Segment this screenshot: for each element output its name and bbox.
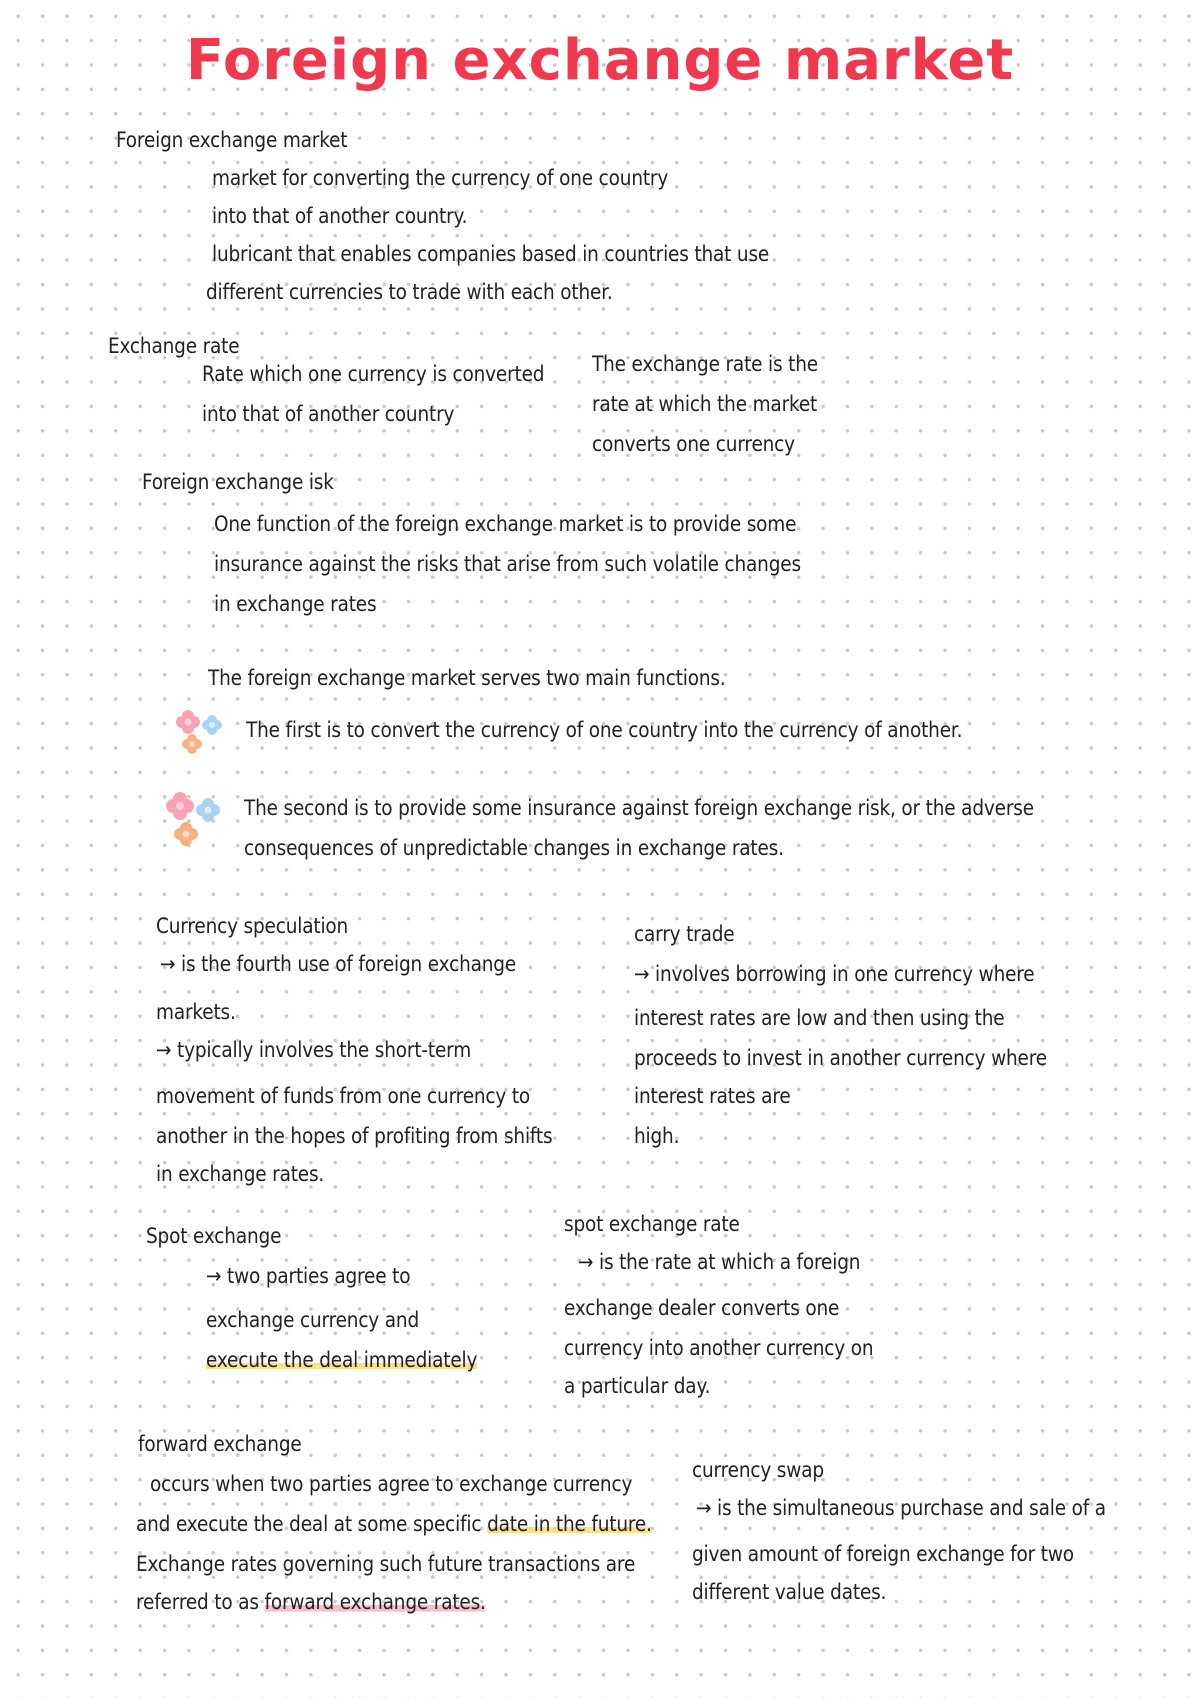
fx-risk-line-3: in exchange rates	[214, 592, 377, 616]
highlight-immediately: execute the deal immediately	[206, 1348, 478, 1372]
carry-trade-line-2: interest rates are low and then using the	[634, 1006, 1005, 1030]
spot-exchange-line-3	[206, 1346, 477, 1374]
fx-market-line-1: market for converting the currency of one country	[212, 166, 669, 190]
spot-exchange-line-2: exchange currency and	[206, 1308, 420, 1332]
forward-exchange-heading: forward exchange	[138, 1432, 302, 1456]
exchange-rate-heading: Exchange rate	[108, 334, 240, 358]
currency-swap-line-1: → is the simultaneous purchase and sale of a	[696, 1496, 1106, 1520]
currency-swap-heading: currency swap	[692, 1458, 824, 1482]
fx-market-heading: Foreign exchange market	[116, 128, 348, 152]
spot-rate-line-4: a particular day.	[564, 1374, 711, 1398]
exchange-rate-side-line-2: rate at which the market	[592, 392, 818, 416]
speculation-line-1: → is the fourth use of foreign exchange	[160, 952, 517, 976]
exchange-rate-line-1: Rate which one currency is converted	[202, 362, 545, 386]
page-title: Foreign exchange market	[185, 28, 1015, 93]
fx-risk-line-1: One function of the foreign exchange market is to provide some	[214, 512, 797, 536]
carry-trade-line-1: → involves borrowing in one currency where	[634, 962, 1035, 986]
currency-swap-line-2: given amount of foreign exchange for two	[692, 1542, 1074, 1566]
spot-exchange-line-1: → two parties agree to	[206, 1264, 411, 1288]
carry-trade-line-5: high.	[634, 1124, 680, 1148]
flower-cluster-icon	[172, 708, 228, 756]
speculation-line-4: movement of funds from one currency to	[156, 1084, 531, 1108]
exchange-rate-side-line-3: converts one currency	[592, 432, 795, 456]
flower-cluster-icon	[162, 790, 228, 850]
fx-risk-line-2: insurance against the risks that arise from such volatile changes	[214, 552, 801, 576]
exchange-rate-line-2: into that of another country	[202, 402, 455, 426]
function-second-line-1: The second is to provide some insurance against foreign exchange risk, or the adverse	[244, 796, 1034, 820]
highlight-forward-exchange-rates: forward exchange rates.	[264, 1590, 486, 1614]
fx-market-line-2: into that of another country.	[212, 204, 468, 228]
speculation-heading: Currency speculation	[156, 914, 349, 938]
forward-exchange-line-3: Exchange rates governing such future transactions are	[136, 1552, 636, 1576]
exchange-rate-side-line-1: The exchange rate is the	[592, 352, 818, 376]
forward-exchange-line-1: occurs when two parties agree to exchange currency	[150, 1472, 633, 1496]
function-second-line-2: consequences of unpredictable changes in exchange rates.	[244, 836, 784, 860]
carry-trade-line-3: proceeds to invest in another currency where	[634, 1046, 1047, 1070]
forward-exchange-line-4-text: referred to as	[136, 1590, 265, 1614]
fx-risk-heading: Foreign exchange isk	[142, 470, 334, 494]
spot-rate-line-2: exchange dealer converts one	[564, 1296, 840, 1320]
forward-exchange-line-2	[136, 1510, 652, 1538]
speculation-line-5: another in the hopes of profiting from shifts	[156, 1124, 553, 1148]
fx-market-line-4: different currencies to trade with each other.	[206, 280, 613, 304]
forward-exchange-line-2-text: and execute the deal at some specific	[136, 1512, 488, 1536]
spot-rate-line-1: → is the rate at which a foreign	[578, 1250, 861, 1274]
currency-swap-line-3: different value dates.	[692, 1580, 887, 1604]
carry-trade-heading: carry trade	[634, 922, 735, 946]
functions-intro: The foreign exchange market serves two main functions.	[208, 666, 726, 690]
highlight-date-in-future: date in the future.	[487, 1512, 652, 1536]
fx-market-line-3: lubricant that enables companies based in countries that use	[212, 242, 770, 266]
spot-rate-heading: spot exchange rate	[564, 1212, 740, 1236]
spot-rate-line-3: currency into another currency on	[564, 1336, 874, 1360]
speculation-line-2: markets.	[156, 1000, 236, 1024]
speculation-line-6: in exchange rates.	[156, 1162, 325, 1186]
spot-exchange-heading: Spot exchange	[146, 1224, 282, 1248]
speculation-line-3: → typically involves the short-term	[156, 1038, 472, 1062]
forward-exchange-line-4	[136, 1588, 486, 1616]
carry-trade-line-4: interest rates are	[634, 1084, 791, 1108]
function-first: The first is to convert the currency of one country into the currency of another.	[246, 718, 963, 742]
